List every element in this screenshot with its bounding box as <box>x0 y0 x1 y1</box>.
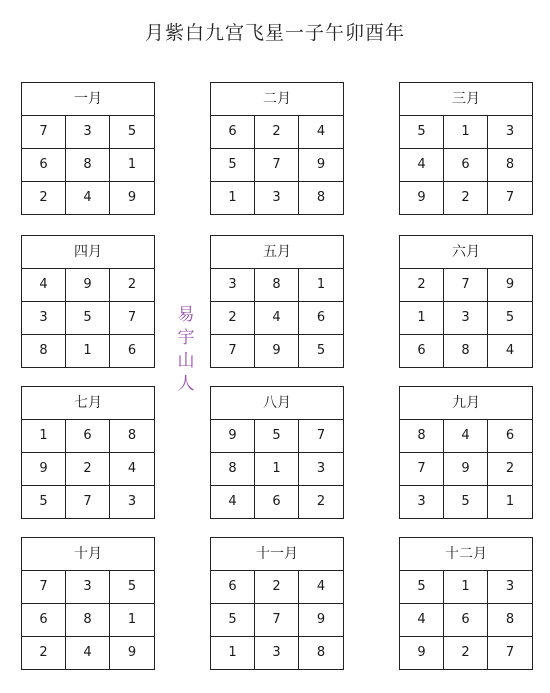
month-table <box>399 235 533 368</box>
star-cell: 5 <box>255 420 299 453</box>
star-cell: 2 <box>110 269 154 302</box>
star-grid <box>400 269 532 367</box>
star-grid <box>400 420 532 518</box>
star-cell: 3 <box>66 116 110 149</box>
star-cell: 7 <box>505 645 515 660</box>
month-header: 一月 <box>22 83 154 116</box>
star-cell: 6 <box>444 604 488 637</box>
star-cell: 5 <box>66 302 110 335</box>
star-grid <box>22 420 154 518</box>
star-cell: 8 <box>66 149 110 182</box>
star-grid <box>211 116 343 214</box>
star-cell: 8 <box>66 604 110 637</box>
star-cell: 7 <box>505 190 515 205</box>
month-table <box>210 82 344 215</box>
star-cell: 2 <box>444 182 488 214</box>
star-cell: 8 <box>255 269 299 302</box>
star-cell: 8 <box>316 645 326 660</box>
month-header: 四月 <box>22 236 154 269</box>
star-cell: 5 <box>211 604 255 637</box>
star-cell: 7 <box>299 420 343 453</box>
star-cell: 3 <box>255 637 299 669</box>
watermark-char: 山 <box>177 351 195 371</box>
star-cell: 4 <box>299 571 343 604</box>
star-cell: 5 <box>22 486 66 518</box>
star-cell: 9 <box>444 453 488 486</box>
star-cell: 2 <box>255 571 299 604</box>
month-table <box>21 235 155 368</box>
star-cell: 9 <box>488 269 532 302</box>
star-cell: 7 <box>255 604 299 637</box>
star-cell: 6 <box>299 302 343 335</box>
star-cell: 9 <box>211 420 255 453</box>
month-header: 十月 <box>22 538 154 571</box>
star-cell: 5 <box>444 486 488 518</box>
star-cell: 4 <box>400 149 444 182</box>
star-cell: 8 <box>211 453 255 486</box>
star-cell: 2 <box>444 637 488 669</box>
star-cell: 3 <box>211 269 255 302</box>
star-cell: 6 <box>488 420 532 453</box>
star-cell: 2 <box>316 494 326 509</box>
month-table <box>399 386 533 519</box>
star-cell: 1 <box>505 494 515 509</box>
month-header: 十一月 <box>211 538 343 571</box>
star-grid <box>22 116 154 214</box>
star-cell: 8 <box>444 335 488 367</box>
watermark-signature <box>176 304 196 396</box>
month-table <box>21 386 155 519</box>
star-grid <box>22 269 154 367</box>
month-table <box>21 82 155 215</box>
star-cell: 1 <box>211 637 255 669</box>
star-cell: 4 <box>255 302 299 335</box>
star-cell: 7 <box>255 149 299 182</box>
star-cell: 1 <box>66 335 110 367</box>
star-cell: 2 <box>255 116 299 149</box>
star-cell: 9 <box>255 335 299 367</box>
star-cell: 7 <box>400 453 444 486</box>
star-cell: 4 <box>110 453 154 486</box>
month-table <box>210 537 344 670</box>
star-cell: 9 <box>22 453 66 486</box>
star-cell: 4 <box>66 182 110 214</box>
star-cell: 1 <box>110 149 154 182</box>
star-cell: 9 <box>400 182 444 214</box>
star-cell: 3 <box>255 182 299 214</box>
star-cell: 1 <box>22 420 66 453</box>
star-cell: 6 <box>127 343 137 358</box>
star-cell: 7 <box>110 302 154 335</box>
star-cell: 5 <box>211 149 255 182</box>
star-cell: 1 <box>255 453 299 486</box>
star-cell: 4 <box>66 637 110 669</box>
star-cell: 3 <box>488 116 532 149</box>
star-cell: 6 <box>400 335 444 367</box>
star-cell: 6 <box>211 116 255 149</box>
watermark-char: 宇 <box>177 328 195 348</box>
star-grid <box>400 571 532 669</box>
star-grid <box>211 571 343 669</box>
star-cell: 5 <box>316 343 326 358</box>
star-cell: 1 <box>444 116 488 149</box>
star-cell: 5 <box>110 571 154 604</box>
star-grid <box>211 420 343 518</box>
month-header: 九月 <box>400 387 532 420</box>
month-header: 三月 <box>400 83 532 116</box>
star-cell: 6 <box>444 149 488 182</box>
star-cell: 3 <box>400 486 444 518</box>
star-cell: 3 <box>22 302 66 335</box>
month-header: 五月 <box>211 236 343 269</box>
month-table <box>399 82 533 215</box>
star-cell: 8 <box>488 149 532 182</box>
star-cell: 4 <box>211 486 255 518</box>
month-header: 二月 <box>211 83 343 116</box>
month-header: 十二月 <box>400 538 532 571</box>
star-cell: 2 <box>400 269 444 302</box>
star-cell: 8 <box>316 190 326 205</box>
star-cell: 7 <box>211 335 255 367</box>
watermark-char: 易 <box>177 305 195 325</box>
star-cell: 6 <box>22 604 66 637</box>
star-cell: 4 <box>400 604 444 637</box>
star-cell: 6 <box>66 420 110 453</box>
star-cell: 3 <box>488 571 532 604</box>
month-table <box>210 235 344 368</box>
star-cell: 1 <box>211 182 255 214</box>
star-cell: 6 <box>22 149 66 182</box>
month-table <box>399 537 533 670</box>
star-grid <box>400 116 532 214</box>
star-cell: 7 <box>66 486 110 518</box>
star-cell: 5 <box>400 571 444 604</box>
star-cell: 2 <box>211 302 255 335</box>
star-cell: 7 <box>444 269 488 302</box>
star-cell: 3 <box>444 302 488 335</box>
star-cell: 5 <box>488 302 532 335</box>
star-cell: 4 <box>22 269 66 302</box>
star-cell: 5 <box>110 116 154 149</box>
star-cell: 2 <box>22 637 66 669</box>
star-cell: 9 <box>66 269 110 302</box>
star-cell: 8 <box>22 335 66 367</box>
star-cell: 5 <box>400 116 444 149</box>
month-table <box>210 386 344 519</box>
star-cell: 9 <box>299 149 343 182</box>
star-grid <box>22 571 154 669</box>
page-title: 月紫白九宫飞星一子午卯酉年 <box>144 22 405 44</box>
star-cell: 3 <box>66 571 110 604</box>
month-header: 八月 <box>211 387 343 420</box>
star-grid <box>211 269 343 367</box>
month-header: 七月 <box>22 387 154 420</box>
star-cell: 4 <box>505 343 515 358</box>
star-cell: 6 <box>211 571 255 604</box>
star-cell: 3 <box>299 453 343 486</box>
star-cell: 9 <box>400 637 444 669</box>
star-cell: 1 <box>299 269 343 302</box>
star-cell: 3 <box>127 494 137 509</box>
star-cell: 2 <box>22 182 66 214</box>
star-cell: 8 <box>110 420 154 453</box>
month-table <box>21 537 155 670</box>
star-cell: 2 <box>488 453 532 486</box>
star-cell: 8 <box>488 604 532 637</box>
star-cell: 9 <box>127 645 137 660</box>
star-cell: 1 <box>444 571 488 604</box>
month-header: 六月 <box>400 236 532 269</box>
star-cell: 7 <box>22 116 66 149</box>
star-cell: 4 <box>299 116 343 149</box>
star-cell: 1 <box>110 604 154 637</box>
star-cell: 4 <box>444 420 488 453</box>
star-cell: 7 <box>22 571 66 604</box>
star-cell: 6 <box>255 486 299 518</box>
star-cell: 2 <box>66 453 110 486</box>
star-cell: 9 <box>299 604 343 637</box>
star-cell: 9 <box>127 190 137 205</box>
star-cell: 8 <box>400 420 444 453</box>
watermark-char: 人 <box>177 374 195 394</box>
star-cell: 1 <box>400 302 444 335</box>
